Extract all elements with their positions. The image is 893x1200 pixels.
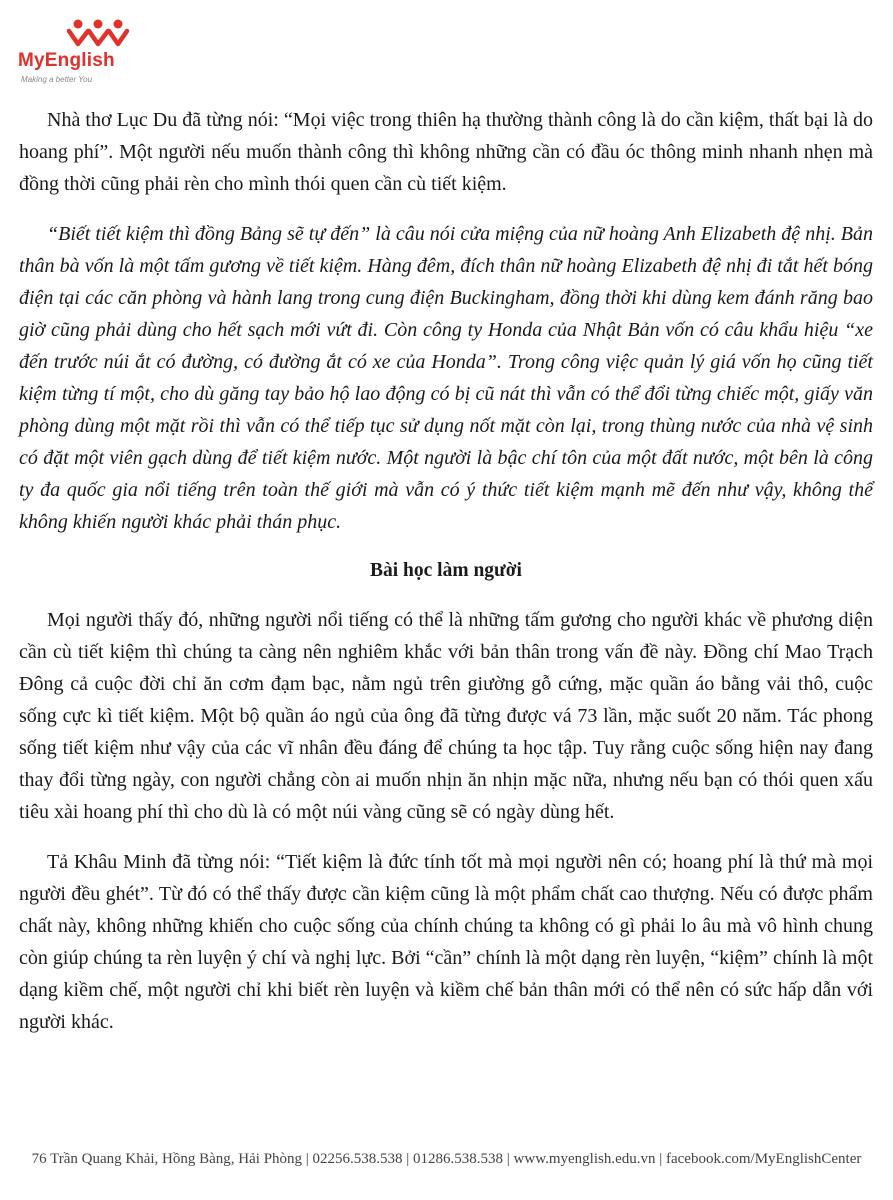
paragraph-2: “Biết tiết kiệm thì đồng Bảng sẽ tự đến” là câu nói cửa miệng của nữ hoàng Anh Elizabeth đệ nhị. Bản thân bà vốn là một tấm gương về tiết kiệm. Hàng đêm, đích thân nữ hoàng Elizabeth đệ nhị đi tắt hết bóng điện tại các căn phòng và hành lang trong cung điện Buckingham, đồng thời khi dùng kem đánh răng bao giờ cũng phải dùng cho hết sạch mới vứt đi. Còn công ty Honda của Nhật Bản vốn có câu khẩu hiệu “xe đến trước núi ắt có đường, có đường ắt có xe của Honda”. Trong công việc quản lý giá vốn họ cũng tiết kiệm từng tí một, cho dù găng tay bảo hộ lao động có bị cũ nát thì vẫn có thể đổi từng chiếc một, giấy văn phòng dùng một mặt rồi thì vẫn có thể tiếp tục sử dụng nốt mặt còn lại, trong thùng nước của nhà vệ sinh có đặt một viên gạch dùng để tiết kiệm nước. Một người là bậc chí tôn của một đất nước, một bên là công ty đa quốc gia nổi tiếng trên toàn thế giới mà vẫn có ý thức tiết kiệm mạnh mẽ đến như vậy, không thể không khiến người khác phải thán phục. — [19, 223, 873, 533]
brand-logo — [18, 18, 148, 88]
brand-name: MyEnglish — [18, 50, 115, 71]
brand-tagline: Making a better You — [21, 75, 93, 84]
page-footer: 76 Trần Quang Khải, Hồng Bàng, Hải Phòng | 02256.538.538 | 01286.538.538 | www.myenglish.edu.vn | facebook.com/MyEnglishCenter — [31, 1151, 862, 1167]
people-icon — [66, 18, 130, 50]
document-body — [19, 104, 873, 1056]
paragraph-3: Mọi người thấy đó, những người nổi tiếng có thể là những tấm gương cho người khác về phương diện cần cù tiết kiệm thì chúng ta càng nên nghiêm khắc với bản thân trong vấn đề này. Đồng chí Mao Trạch Đông cả cuộc đời chỉ ăn cơm đạm bạc, nằm ngủ trên giường gỗ cứng, mặc quần áo bằng vải thô, cuộc sống cực kì tiết kiệm. Một bộ quần áo ngủ của ông đã từng được vá 73 lần, mặc suốt 20 năm. Tác phong sống tiết kiệm như vậy của các vĩ nhân đều đáng để chúng ta học tập. Tuy rằng cuộc sống hiện nay đang thay đổi từng ngày, con người chẳng còn ai muốn nhịn ăn nhịn mặc nữa, nhưng nếu bạn có thói quen xấu tiêu xài hoang phí thì cho dù là có một núi vàng cũng sẽ có ngày dùng hết. — [19, 609, 873, 823]
paragraph-4: Tả Khâu Minh đã từng nói: “Tiết kiệm là đức tính tốt mà mọi người nên có; hoang phí là thứ mà mọi người đều ghét”. Từ đó có thể thấy được cần kiệm cũng là một phẩm chất cao thượng. Nếu có được phẩm chất này, không những khiến cho cuộc sống của chính chúng ta không có gì phải lo âu mà vô hình chung còn giúp chúng ta rèn luyện ý chí và nghị lực. Bởi “cần” chính là một dạng rèn luyện, “kiệm” chính là một dạng kiềm chế, một người chỉ khi biết rèn luyện và kiềm chế bản thân mới có thể nên có sức hấp dẫn với người khác. — [19, 851, 873, 1033]
section-heading: Bài học làm người — [370, 560, 522, 581]
paragraph-1: Nhà thơ Lục Du đã từng nói: “Mọi việc trong thiên hạ thường thành công là do cần kiệm, thất bại là do hoang phí”. Một người nếu muốn thành công thì không những cần có đầu óc thông minh nhanh nhẹn mà đồng thời cũng phải rèn cho mình thói quen cần cù tiết kiệm. — [19, 109, 873, 195]
